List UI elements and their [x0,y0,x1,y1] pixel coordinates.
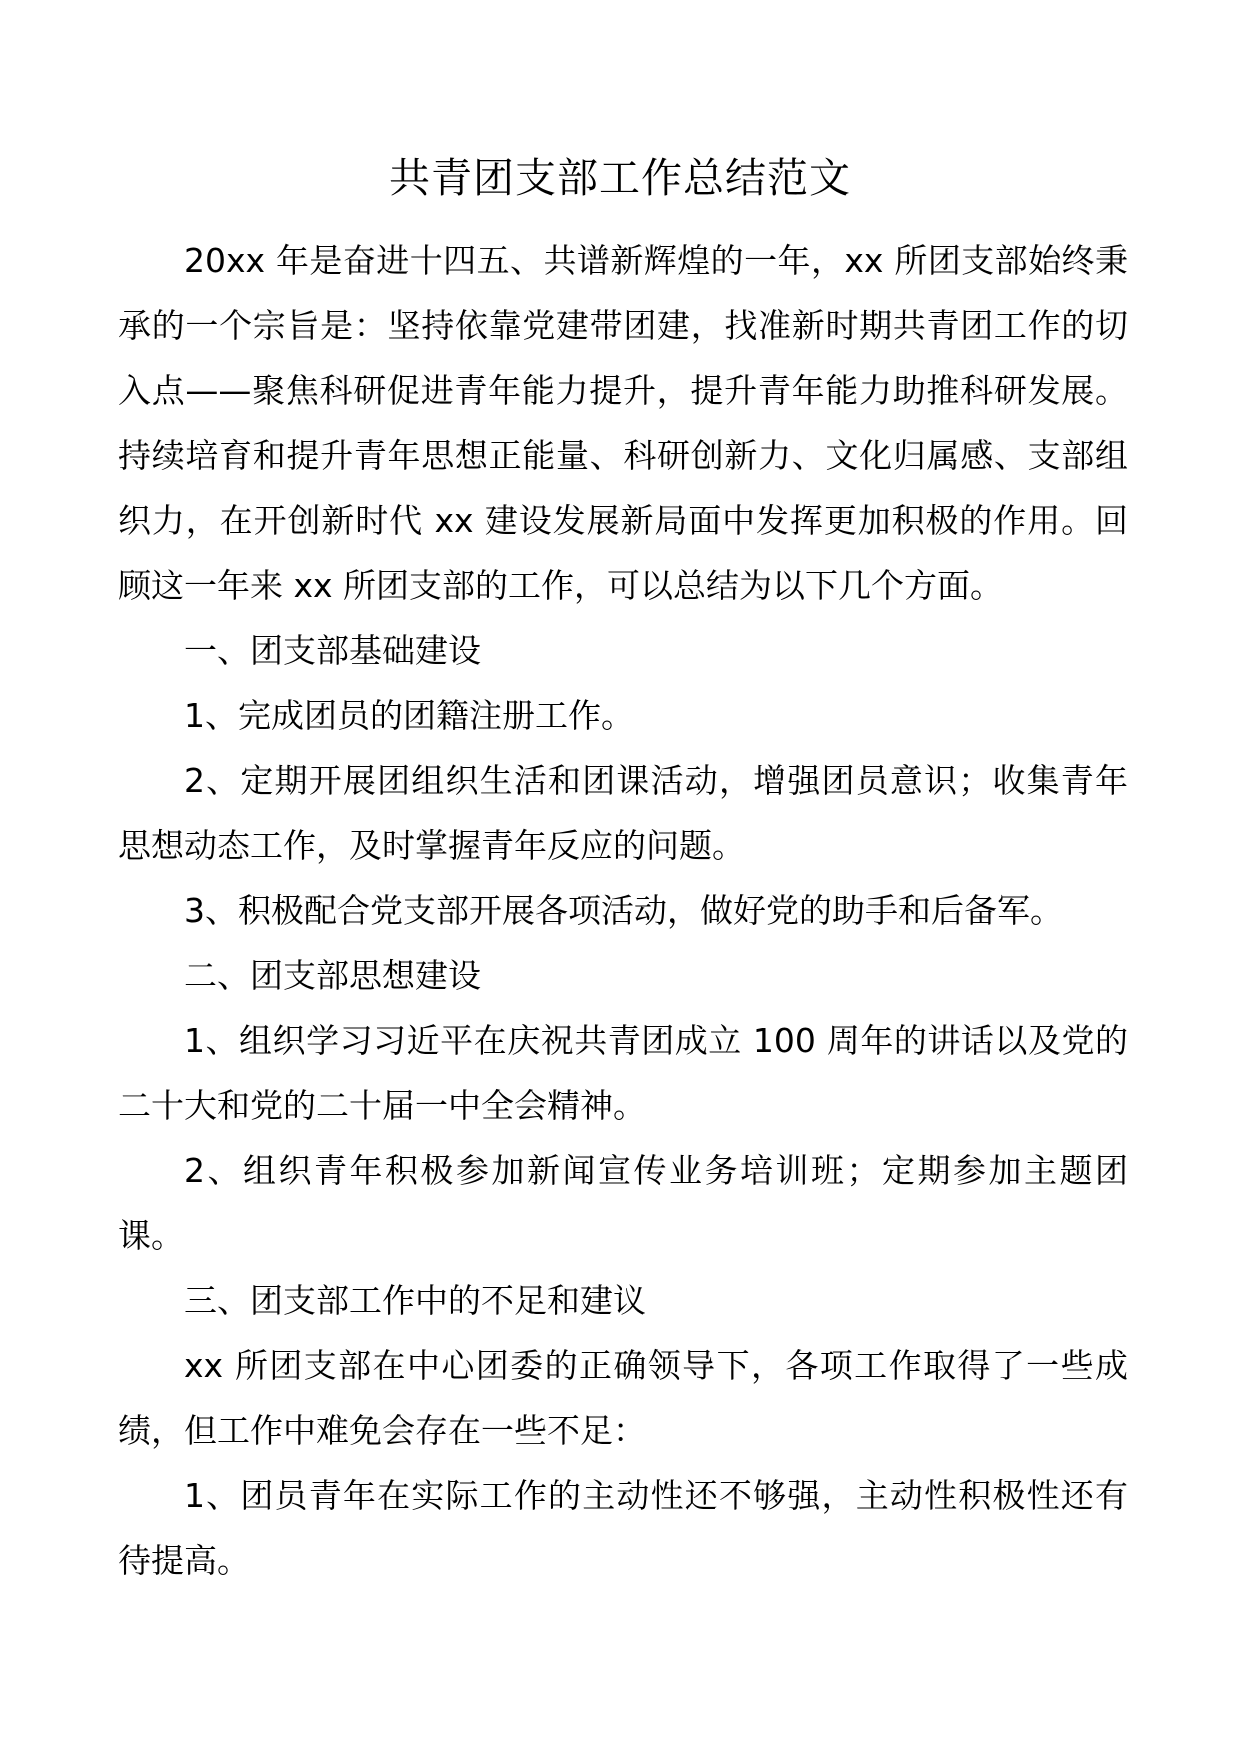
list-item: 1、团员青年在实际工作的主动性还不够强，主动性积极性还有待提高。 [118,1476,1128,1580]
document-body [118,228,1128,1593]
section-heading-2: 二、团支部思想建设 [184,956,481,995]
intro-paragraph: 20xx 年是奋进十四五、共谱新辉煌的一年，xx 所团支部始终秉承的一个宗旨是：坚持依靠党建带团建，找准新时期共青团工作的切入点——聚焦科研促进青年能力提升，提升青年能力助推科研发展。持续培育和提升青年思想正能量、科研创新力、文化归属感、支部组织力，在开创新时代 xx 建设发展新局面中发挥更加积极的作用。回顾这一年来 xx 所团支部的工作，可以总结为以下几个方面。 [118,241,1128,605]
list-item: 2、定期开展团组织生活和团课活动，增强团员意识；收集青年思想动态工作，及时掌握青年反应的问题。 [118,761,1128,865]
section-heading-3: 三、团支部工作中的不足和建议 [184,1281,646,1320]
list-item: 3、积极配合党支部开展各项活动，做好党的助手和后备军。 [184,891,1063,930]
body-paragraph: xx 所团支部在中心团委的正确领导下，各项工作取得了一些成绩，但工作中难免会存在一些不足： [118,1346,1128,1450]
list-item: 2、组织青年积极参加新闻宣传业务培训班；定期参加主题团课。 [118,1151,1128,1255]
list-item: 1、完成团员的团籍注册工作。 [184,696,634,735]
list-item: 1、组织学习习近平在庆祝共青团成立 100 周年的讲话以及党的二十大和党的二十届一中全会精神。 [118,1021,1128,1125]
document-title: 共青团支部工作总结范文 [389,154,851,202]
section-heading-1: 一、团支部基础建设 [184,631,481,670]
